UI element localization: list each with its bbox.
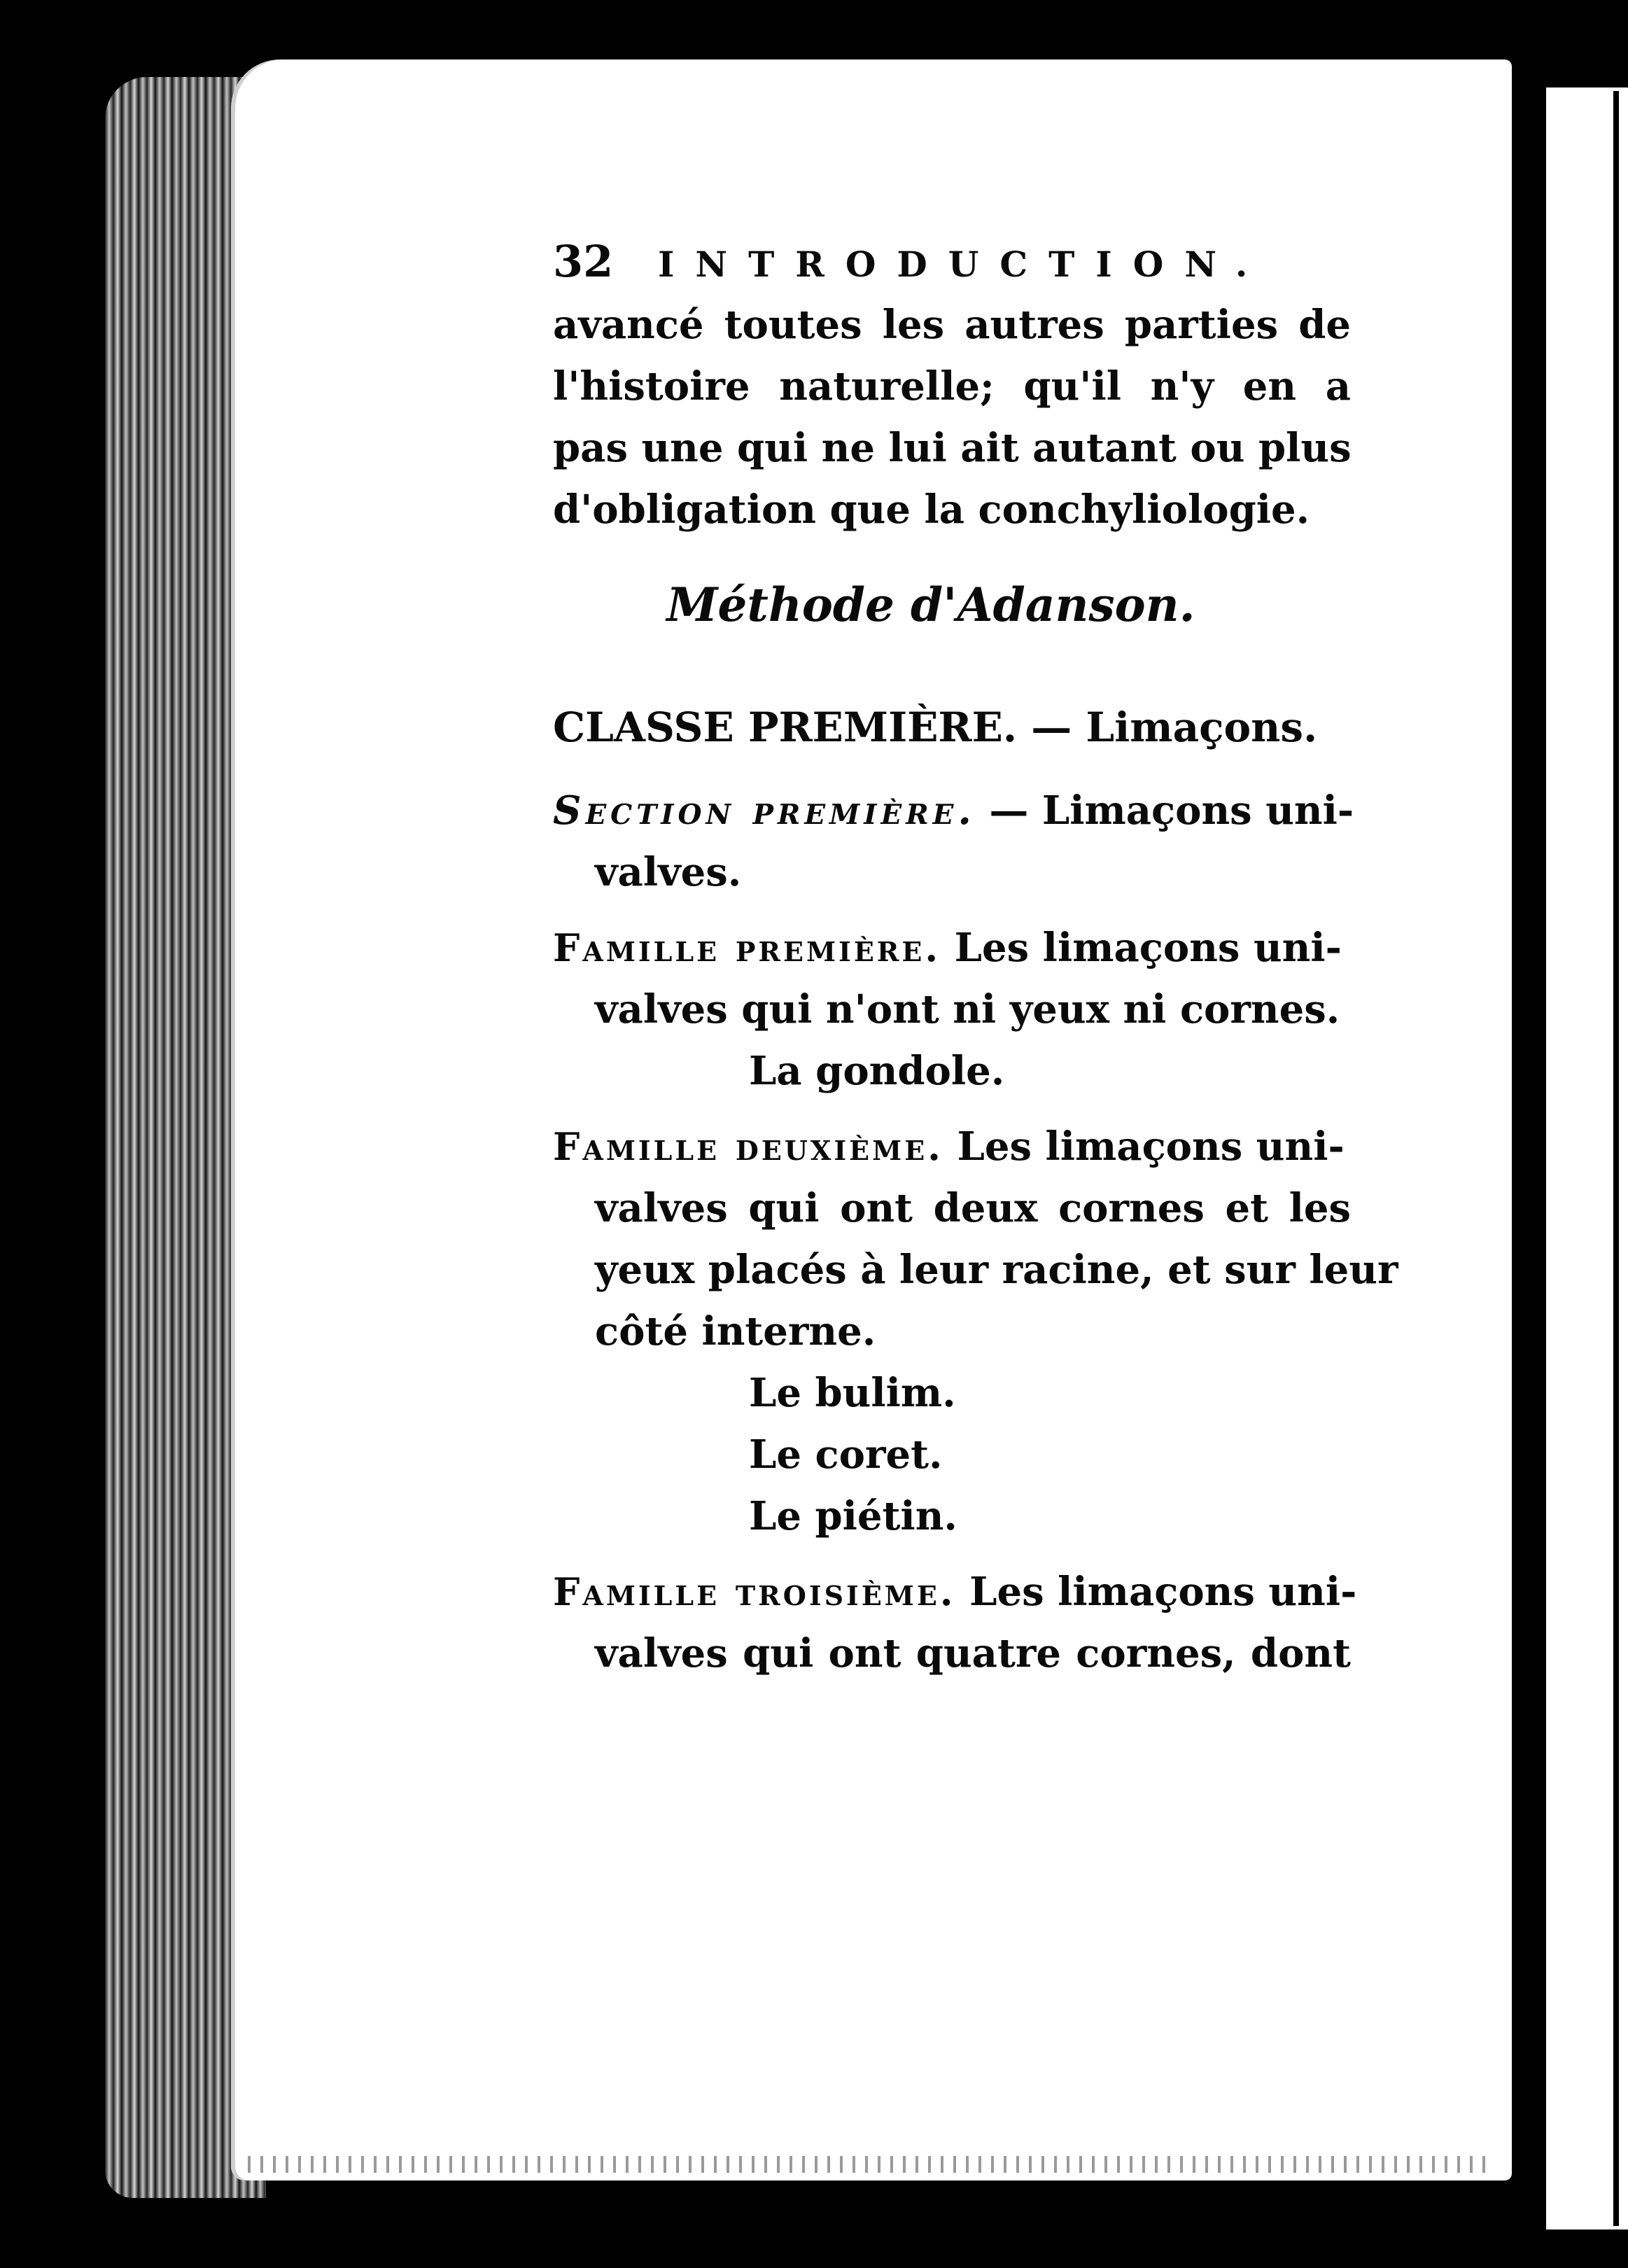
text-line: pas une qui ne lui ait autant ou plus xyxy=(553,425,1352,471)
section-entry xyxy=(553,780,1354,903)
famille-2-line-4: côté interne. xyxy=(595,1308,876,1354)
famille-3-line-2: valves qui ont quatre cornes, dont xyxy=(595,1630,1351,1676)
famille-1-line-2: valves qui n'ont ni yeux ni cornes. xyxy=(595,986,1340,1032)
running-head-title: INTRODUCTION. xyxy=(658,244,1269,285)
famille-2-line-2: valves qui ont deux cornes et les xyxy=(595,1185,1351,1231)
section-line-2: valves. xyxy=(595,849,742,895)
genus-item: Le piétin. xyxy=(749,1493,957,1539)
intro-paragraph xyxy=(553,294,1351,540)
famille-1-text: Les limaçons uni- xyxy=(954,925,1342,971)
running-head xyxy=(553,231,1351,287)
classe-name: Limaçons. xyxy=(1086,704,1318,751)
famille-3-text: Les limaçons uni- xyxy=(969,1569,1357,1615)
section-line-1 xyxy=(553,780,1354,841)
famille-3-label: Famille troisième. xyxy=(553,1569,956,1614)
famille-1-label: Famille première. xyxy=(553,925,941,970)
text-line: avancé toutes les autres parties de xyxy=(553,302,1351,348)
genus-item: Le coret. xyxy=(749,1432,943,1478)
famille-1-line-1 xyxy=(553,917,1351,979)
genus-item: La gondole. xyxy=(749,1048,1005,1094)
text-line: d'obligation que la conchyliologie. xyxy=(553,486,1310,533)
genus-item: Le bulim. xyxy=(749,1370,956,1416)
classe-label: CLASSE PREMIÈRE. xyxy=(553,704,1018,751)
famille-2-line-1 xyxy=(553,1116,1351,1177)
gutter-shadow xyxy=(1613,91,1619,2226)
famille-1-entry xyxy=(553,917,1351,1102)
page-text-block xyxy=(553,231,1398,1691)
text-line: l'histoire naturelle; qu'il n'y en a xyxy=(553,363,1351,410)
page-number: 32 xyxy=(553,236,614,287)
section-dash: — xyxy=(975,788,1042,834)
method-heading: Méthode d'Adanson. xyxy=(666,578,1195,632)
famille-2-text: Les limaçons uni- xyxy=(957,1124,1345,1170)
classe-heading xyxy=(553,689,1351,766)
page-bottom-edge xyxy=(238,2156,1491,2173)
famille-2-line-3: yeux placés à leur racine, et sur leur xyxy=(595,1247,1398,1293)
famille-2-label: Famille deuxième. xyxy=(553,1124,943,1169)
section-label: Section première. xyxy=(553,788,976,834)
section-text: Limaçons uni- xyxy=(1041,788,1354,834)
famille-3-entry xyxy=(553,1561,1357,1684)
famille-3-line-1 xyxy=(553,1561,1357,1623)
classe-dash: — xyxy=(1017,704,1086,751)
famille-2-entry xyxy=(553,1116,1398,1547)
